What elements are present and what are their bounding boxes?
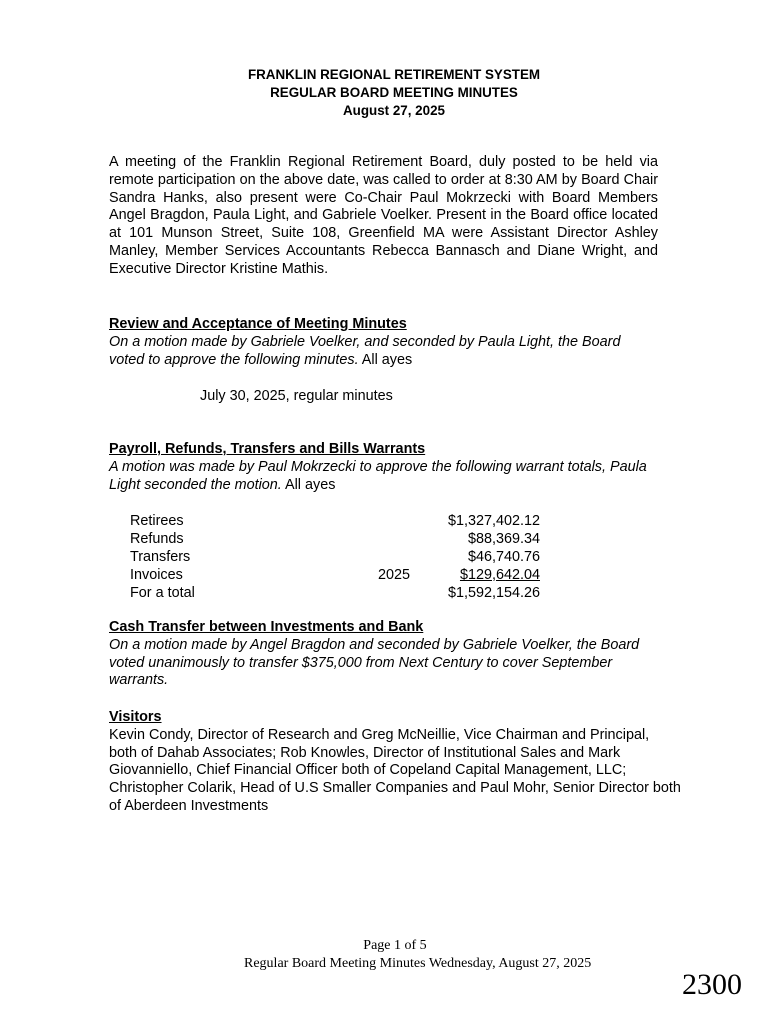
- page-number: Page 1 of 5: [363, 938, 427, 953]
- payroll-title: Payroll, Refunds, Transfers and Bills Warrants: [109, 441, 426, 457]
- warrant-row: [130, 566, 540, 584]
- document-header: [0, 66, 770, 120]
- warrant-year: [330, 548, 410, 566]
- warrant-total-amount: $1,592,154.26: [447, 585, 540, 601]
- approved-minutes-item: July 30, 2025, regular minutes: [200, 388, 393, 404]
- cash-transfer-title: Cash Transfer between Investments and Bank: [109, 619, 424, 635]
- warrant-label: For a total: [130, 585, 195, 601]
- warrant-amount: $1,327,402.12: [447, 513, 540, 529]
- warrant-year: [330, 512, 410, 530]
- cash-transfer-section: [109, 619, 658, 690]
- warrant-label: Transfers: [130, 549, 191, 565]
- footer-line: Regular Board Meeting Minutes Wednesday, August 27, 2025: [244, 956, 592, 971]
- warrant-amount: $88,369.34: [467, 531, 540, 547]
- warrant-total-row: [130, 584, 540, 602]
- visitors-section: [109, 709, 681, 816]
- warrant-label: Retirees: [130, 513, 184, 529]
- warrant-row: [130, 512, 540, 530]
- review-motion: On a motion made by Gabriele Voelker, and seconded by Paula Light, the Board voted to approve the following minutes.: [109, 333, 621, 368]
- visitors-title: Visitors: [109, 709, 162, 725]
- review-title: Review and Acceptance of Meeting Minutes: [109, 316, 407, 332]
- payroll-section: [109, 441, 658, 494]
- warrant-year: [330, 584, 410, 602]
- warrant-amount: $129,642.04: [459, 567, 540, 583]
- payroll-result: All ayes: [281, 476, 336, 493]
- header-title: REGULAR BOARD MEETING MINUTES: [270, 85, 518, 100]
- header-organization: FRANKLIN REGIONAL RETIREMENT SYSTEM: [247, 67, 541, 82]
- payroll-motion: A motion was made by Paul Mokrzecki to approve the following warrant totals, Paula Light seconded the motion.: [109, 458, 647, 493]
- warrant-year: 2025: [377, 567, 410, 583]
- warrant-label: Invoices: [130, 567, 183, 583]
- intro-paragraph: A meeting of the Franklin Regional Retirement Board, duly posted to be held via remote participation on the above date, was called to order at 8:30 AM by Board Chair Sandra Hanks, also present were Co-Chair Paul Mokrzecki with Board Members Angel Bragdon, Paula Light, and Gabriele Voelker. Present in the Board office located at 101 Munson Street, Suite 108, Greenfield MA were Assistant Director Ashley Manley, Member Services Accountants Rebecca Bannasch and Diane Wright, and Executive Director Kristine Mathis.: [109, 154, 658, 277]
- warrant-table: [130, 512, 540, 602]
- header-date: August 27, 2025: [343, 103, 445, 118]
- page-stamp-number: 2300: [682, 968, 742, 1001]
- warrant-row: [130, 548, 540, 566]
- review-result: All ayes: [358, 351, 413, 368]
- warrant-label: Refunds: [130, 531, 184, 547]
- cash-transfer-motion: On a motion made by Angel Bragdon and seconded by Gabriele Voelker, the Board voted unanimously to transfer $375,000 from Next Century to cover September warrants.: [109, 636, 640, 689]
- review-section: [109, 316, 658, 369]
- warrant-year: [330, 530, 410, 548]
- warrant-amount: $46,740.76: [467, 549, 540, 565]
- warrant-row: [130, 530, 540, 548]
- visitors-text: Kevin Condy, Director of Research and Greg McNeillie, Vice Chairman and Principal, both of Dahab Associates; Rob Knowles, Director of Institutional Sales and Mark Giovanniello, Chief Financial Officer both of Copeland Capital Management, LLC; Christopher Colarik, Head of U.S Smaller Companies and Paul Mohr, Senior Director both of Aberdeen Investments: [109, 726, 681, 814]
